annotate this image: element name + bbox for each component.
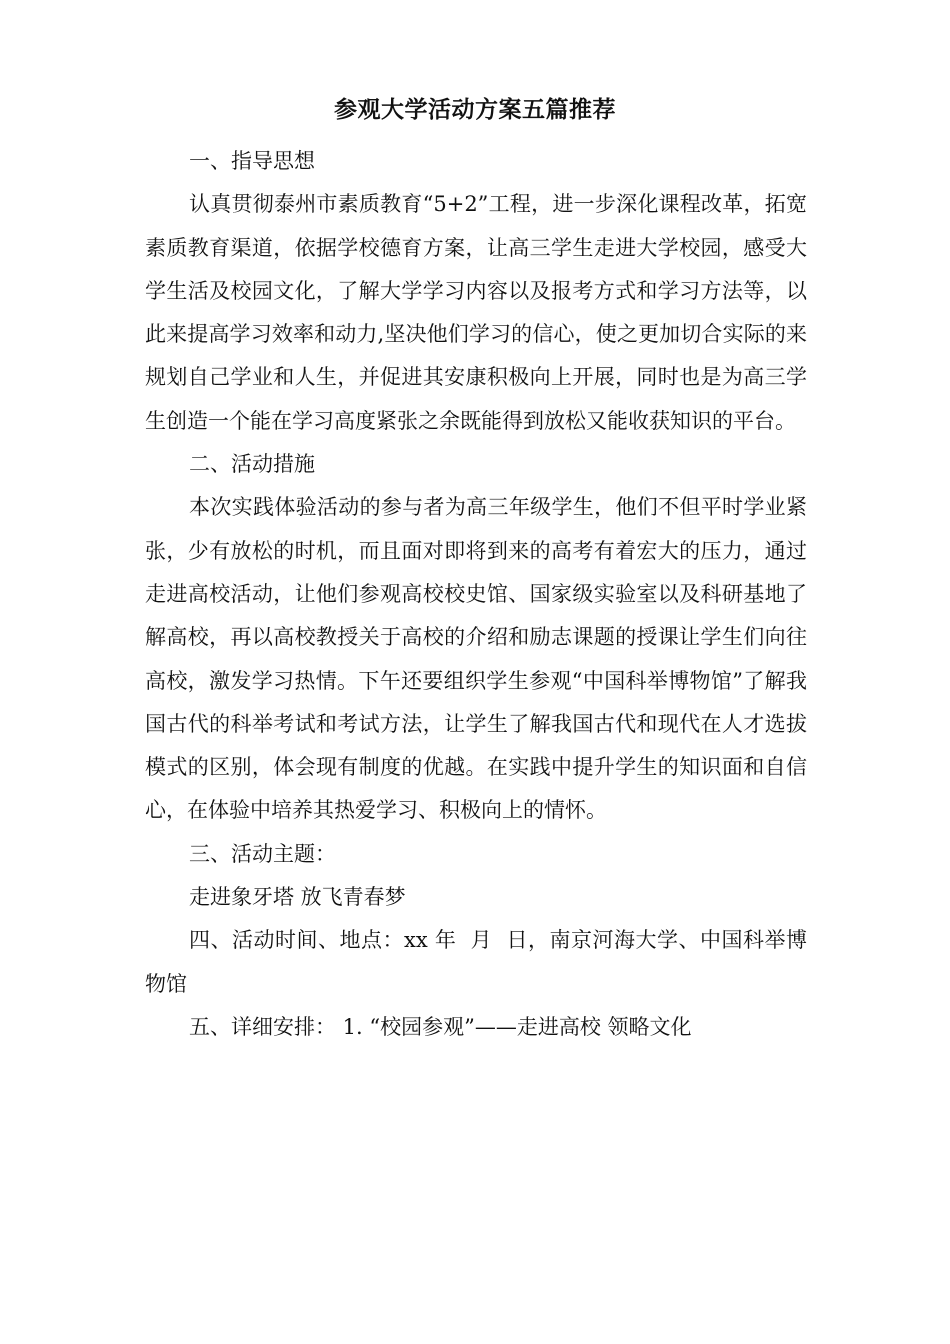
document-title: 参观大学活动方案五篇推荐: [334, 97, 616, 123]
paragraph-guiding-thought: 认真贯彻泰州市素质教育“5+2”工程，进一步深化课程改革，拓宽素质教育渠道，依据学校德育方案，让高三学生走进大学校园，感受大学生活及校园文化，了解大学学习内容以及报考方式和学习方法等，以此来提高学习效率和动力,坚决他们学习的信心，使之更加切合实际的来规划自己学业和人生，并促进其安康积极向上开展，同时也是为高三学生创造一个能在学习高度紧张之余既能得到放松又能收获知识的平台。: [145, 192, 807, 433]
section-heading-guiding-thought: 一、指导思想: [189, 149, 315, 173]
paragraph-time-place: 四、活动时间、地点：xx 年 月 日，南京河海大学、中国科举博物馆: [145, 928, 807, 996]
document-body: [145, 140, 807, 1049]
section-heading-theme: 三、活动主题：: [189, 841, 336, 866]
paragraph-arrangement: 五、详细安排： 1. “校园参观”——走进高校 领略文化: [189, 1014, 692, 1039]
paragraph-measures: 本次实践体验活动的参与者为高三年级学生，他们不但平时学业紧张，少有放松的时机，而且面对即将到来的高考有着宏大的压力，通过走进高校活动，让他们参观高校校史馆、国家级实验室以及科研基地了解高校，再以高校教授关于高校的介绍和励志课题的授课让学生们向往高校，激发学习热情。下午还要组织学生参观“中国科举博物馆”了解我国古代的科举考试和考试方法，让学生了解我国古代和现代在人才选拔模式的区别，体会现有制度的优越。在实践中提升学生的知识面和自信心，在体验中培养其热爱学习、积极向上的情怀。: [145, 495, 807, 823]
section-heading-measures: 二、活动措施: [189, 452, 315, 477]
paragraph-theme: 走进象牙塔 放飞青春梦: [189, 885, 406, 910]
